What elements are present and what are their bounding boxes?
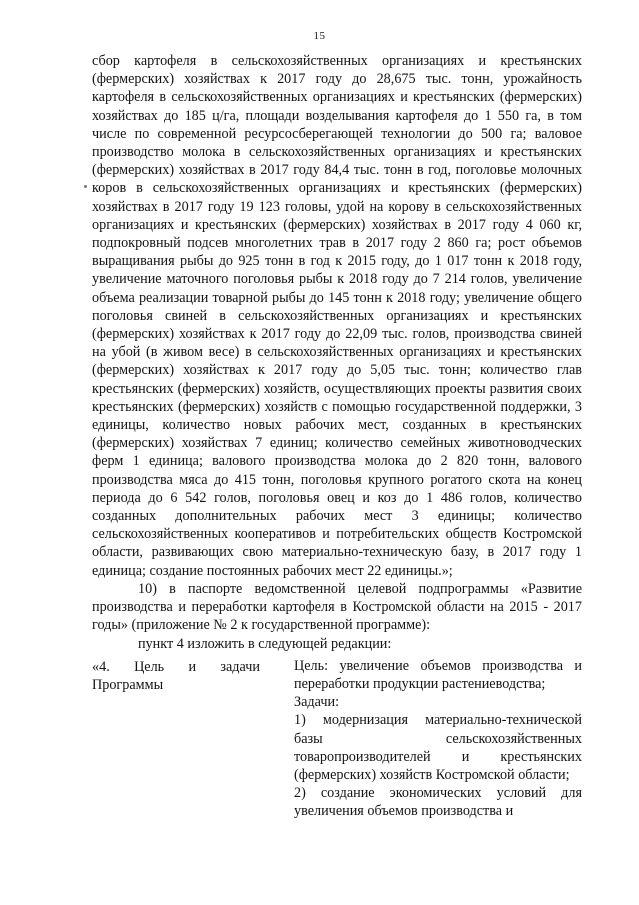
paragraph-point-4: пункт 4 изложить в следующей редакции: xyxy=(138,635,392,652)
table-left-column xyxy=(92,657,260,821)
row-label-word: и xyxy=(188,658,197,675)
tasks-heading: Задачи: xyxy=(294,694,340,711)
row-number: «4. xyxy=(92,658,110,675)
document-body xyxy=(92,52,582,821)
paragraph-item-10: 10) в паспорте ведомственной целевой подпрограммы «Развитие производства и переработки картофеля в Костромской области на 2015 - 2017 годы» (приложение № 2 к государственной программе): xyxy=(92,580,582,634)
table-row-label xyxy=(92,658,260,676)
row-label-second-line: Программы xyxy=(92,676,164,693)
row-label-word: Цель xyxy=(134,658,165,675)
passport-table xyxy=(92,657,582,821)
table-right-column xyxy=(294,657,582,821)
task-item: 2) создание экономических условий для увеличения объемов производства и xyxy=(294,785,582,820)
task-item: 1) модернизация материально-технической базы сельскохозяйственных товаропроизводителей и крестьянских (фермерских) хозяйств Костромской области; xyxy=(294,712,582,783)
page-number: 15 xyxy=(313,30,326,42)
paragraph-results-continued: сбор картофеля в сельскохозяйственных организациях и крестьянских (фермерских) хозяйствах к 2017 году до 28,675 тыс. тонн, урожайность картофеля в сельскохозяйственных организациях и крестьянских (фермерских) хозяйствах до 185 ц/га, площади возделывания картофеля до 1 550 га, в том числе по современной ресурсосберегающей технологии до 500 га; валовое производство молока в сельскохозяйственных организациях и крестьянских (фермерских) хозяйствах в 2017 году 84,4 тыс. тонн в год, поголовье молочных коров в сельскохозяйственных организациях и крестьянских (фермерских) хозяйствах в 2017 году 19 123 головы, удой на корову в сельскохозяйственных организациях и крестьянских (фермерских) хозяйствах в 2017 году 4 060 кг, подпокровный подсев многолетних трав в 2017 году 2 860 га; рост объемов выращивания рыбы до 925 тонн в год к 2015 году, до 1 017 тонн к 2018 году, увеличение маточного поголовья рыбы к 2018 году до 7 214 голов, увеличение объема реализации товарной рыбы до 145 тонн к 2018 году; увеличение общего поголовья свиней в сельскохозяйственных организациях и крестьянских (фермерских) хозяйствах к 2017 году до 22,09 тыс. голов, производства свиней на убой (в живом весе) в сельскохозяйственных организациях и крестьянских (фермерских) хозяйствах к 2017 году до 5,05 тыс. тонн; количество глав крестьянских (фермерских) хозяйств, осуществляющих проекты развития своих крестьянских (фермерских) хозяйств с помощью государственной поддержки, 3 единицы, количество новых рабочих мест, созданных в крестьянских (фермерских) хозяйствах 7 единиц; количество семейных животноводческих ферм 1 единица; валового производства молока до 2 820 тонн, валового производства мяса до 415 тонн, поголовья крупного рогатого скота на конец периода до 6 542 голов, поголовья овец и коз до 1 486 голов, количество созданных дополнительных рабочих мест 3 единицы; количество сельскохозяйственных кооперативов и потребительских обществ Костромской области, развивающих свою материально-техническую базу, в 2017 году 1 единица; создание постоянных рабочих мест 22 единицы.»; xyxy=(92,53,582,579)
scan-speck xyxy=(84,185,87,188)
row-label-word: задачи xyxy=(220,658,260,675)
goal-text: Цель: увеличение объемов производства и переработки продукции растениеводства; xyxy=(294,657,582,692)
